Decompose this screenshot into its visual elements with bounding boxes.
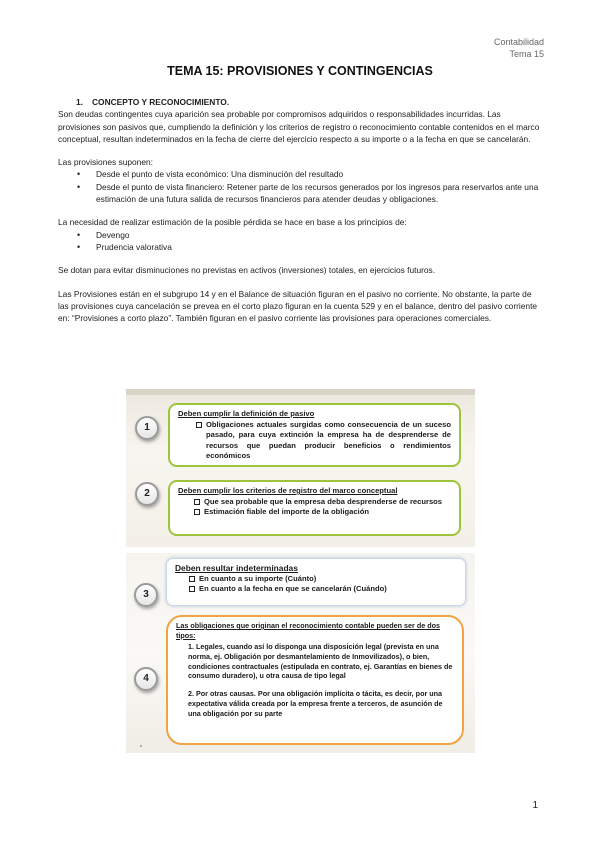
obligations-legal: 1. Legales, cuando así lo disponga una disposición legal (prevista en una norma, ej. Obligación por desmantelamiento de Inmovilizados), o bien, condiciones contractuales (estipulada en contrato, ej. Garantías en bienes de consumo duradero), u otra causa de tipo legal bbox=[188, 642, 453, 681]
section-title: CONCEPTO Y RECONOCIMIENTO. bbox=[92, 97, 230, 107]
step-4-badge: 4 bbox=[134, 667, 158, 691]
principios-list bbox=[58, 229, 543, 254]
indeterminate-title: Deben resultar indeterminadas bbox=[175, 563, 298, 573]
obligations-title: Las obligaciones que originan el reconocimiento contable pueden ser de dos tipos: bbox=[176, 621, 440, 640]
definition-title: Deben cumplir la definición de pasivo bbox=[178, 409, 315, 418]
evitar-paragraph: Se dotan para evitar disminuciones no previstas en activos (inversiones) totales, en ejercicios futuros. bbox=[58, 265, 436, 276]
step-1-badge: 1 bbox=[135, 416, 159, 440]
obligations-other: 2. Por otras causas. Por una obligación implícita o tácita, es decir, por una expectativa válida creada por la empresa frente a terceros, de asunción de una obligación por su parte bbox=[188, 689, 443, 718]
checkbox-icon bbox=[194, 509, 200, 515]
subgrupo-paragraph: Las Provisiones están en el subgrupo 14 y en el Balance de situación figuran en el pasivo no corriente. No obstante, la parte de las provisiones cuya cancelación se prevea en el corto plazo figuran en la cuenta 529 y en el balance, dentro del pasivo corriente en: “Provisiones a corto plazo”. También figuran en el pasivo corriente las provisiones para operaciones comerciales. bbox=[58, 288, 538, 324]
principios-intro: La necesidad de realizar estimación de la posible pérdida se hace en base a los principios de: bbox=[58, 217, 407, 228]
page-number: 1 bbox=[532, 800, 538, 811]
slide-dot bbox=[140, 745, 142, 747]
checkbox-icon bbox=[189, 586, 195, 592]
intro-paragraph: Son deudas contingentes cuya aparición sea probable por compromisos adquiridos o responsabilidades incurridas. Las provisiones son pasivos que, cumpliendo la definición y los criterios de registro o reconocimiento contable contenidos en el marco conceptual, resultan indeterminados en la fecha de cierre del ejercicio respecto a su importe o a la fecha en que se cancelarán. bbox=[58, 109, 540, 144]
list-item: • Desde el punto de vista financiero: Retener parte de los recursos generados por los ingresos para reservarlos ante una estimación de una futura salida de recursos financieros para atender deudas y obligaciones. bbox=[58, 181, 543, 206]
definition-item: Obligaciones actuales surgidas como consecuencia de un suceso pasado, para cuya extinción la empresa ha de desprenderse de recursos que puedan producir beneficios o rendimientos económicos bbox=[178, 420, 451, 462]
checkbox-icon bbox=[196, 422, 202, 428]
definition-box bbox=[168, 403, 461, 467]
checkbox-icon bbox=[194, 499, 200, 505]
slide-band bbox=[126, 389, 475, 395]
slide-image-2 bbox=[126, 553, 475, 753]
page-header bbox=[494, 36, 544, 60]
header-topic: Tema 15 bbox=[509, 49, 544, 59]
suponen-list bbox=[58, 168, 543, 205]
indeterminate-item: En cuanto a la fecha en que se cancelarán (Cuándo) bbox=[175, 584, 457, 595]
section-heading bbox=[58, 96, 543, 108]
header-subject: Contabilidad bbox=[493, 37, 544, 47]
slide-image-1 bbox=[126, 389, 475, 547]
list-item: • Devengo bbox=[58, 229, 543, 241]
obligations-box bbox=[166, 615, 464, 745]
list-item: • Prudencia valorativa bbox=[58, 241, 543, 253]
criteria-box bbox=[168, 480, 461, 536]
criteria-item: Estimación fiable del importe de la obligación bbox=[178, 507, 451, 518]
checkbox-icon bbox=[189, 576, 195, 582]
section-number: 1. bbox=[76, 97, 83, 107]
criteria-item: Que sea probable que la empresa deba desprenderse de recursos bbox=[178, 497, 451, 508]
document-body bbox=[58, 96, 543, 324]
step-2-badge: 2 bbox=[135, 482, 159, 506]
criteria-title: Deben cumplir los criterios de registro del marco conceptual bbox=[178, 486, 398, 495]
indeterminate-item: En cuanto a su importe (Cuánto) bbox=[175, 574, 457, 585]
step-3-badge: 3 bbox=[134, 583, 158, 607]
suponen-intro: Las provisiones suponen: bbox=[58, 157, 153, 168]
page-title: TEMA 15: PROVISIONES Y CONTINGENCIAS bbox=[167, 64, 433, 78]
list-item: • Desde el punto de vista económico: Una disminución del resultado bbox=[58, 168, 543, 180]
indeterminate-box bbox=[166, 558, 466, 606]
